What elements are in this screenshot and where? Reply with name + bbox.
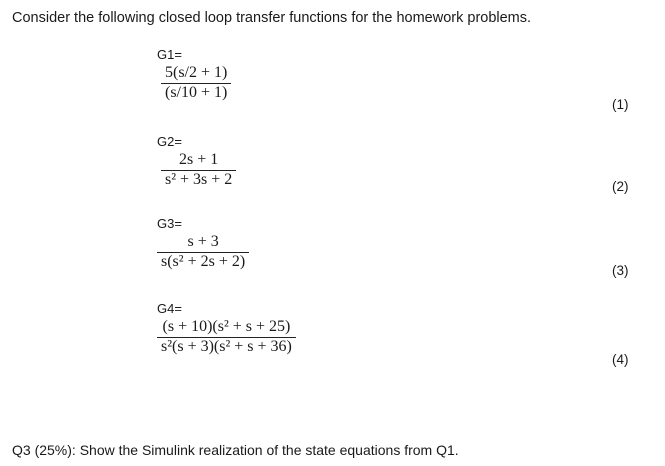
- denominator: s² + 3s + 2: [165, 170, 233, 188]
- equation-number: (1): [612, 97, 629, 112]
- numerator: 2s + 1: [161, 152, 236, 171]
- denominator: s²(s + 3)(s² + s + 36): [161, 337, 292, 355]
- denominator: s(s² + 2s + 2): [161, 252, 246, 270]
- equation-number: (3): [612, 263, 629, 278]
- numerator: 5(s/2 + 1): [161, 65, 231, 84]
- equation-g2: [157, 134, 236, 189]
- numerator: s + 3: [157, 234, 249, 253]
- transfer-function-fraction: [161, 65, 231, 102]
- question-q3: Q3 (25%): Show the Simulink realization of the state equations from Q1.: [12, 442, 459, 458]
- transfer-function-fraction: [161, 152, 236, 189]
- equation-label: G1=: [157, 47, 182, 62]
- transfer-function-fraction: [157, 319, 296, 356]
- equation-number: (4): [612, 352, 629, 367]
- equation-g1: [157, 47, 231, 102]
- equation-label: G3=: [157, 216, 182, 231]
- equation-number: (2): [612, 179, 629, 194]
- equation-label: G4=: [157, 301, 182, 316]
- denominator: (s/10 + 1): [165, 83, 228, 101]
- transfer-function-fraction: [157, 234, 249, 271]
- equation-g3: [157, 216, 249, 271]
- intro-text: Consider the following closed loop transfer functions for the homework problems.: [12, 10, 532, 26]
- equation-label: G2=: [157, 134, 182, 149]
- numerator: (s + 10)(s² + s + 25): [157, 319, 296, 338]
- equation-g4: [157, 301, 296, 356]
